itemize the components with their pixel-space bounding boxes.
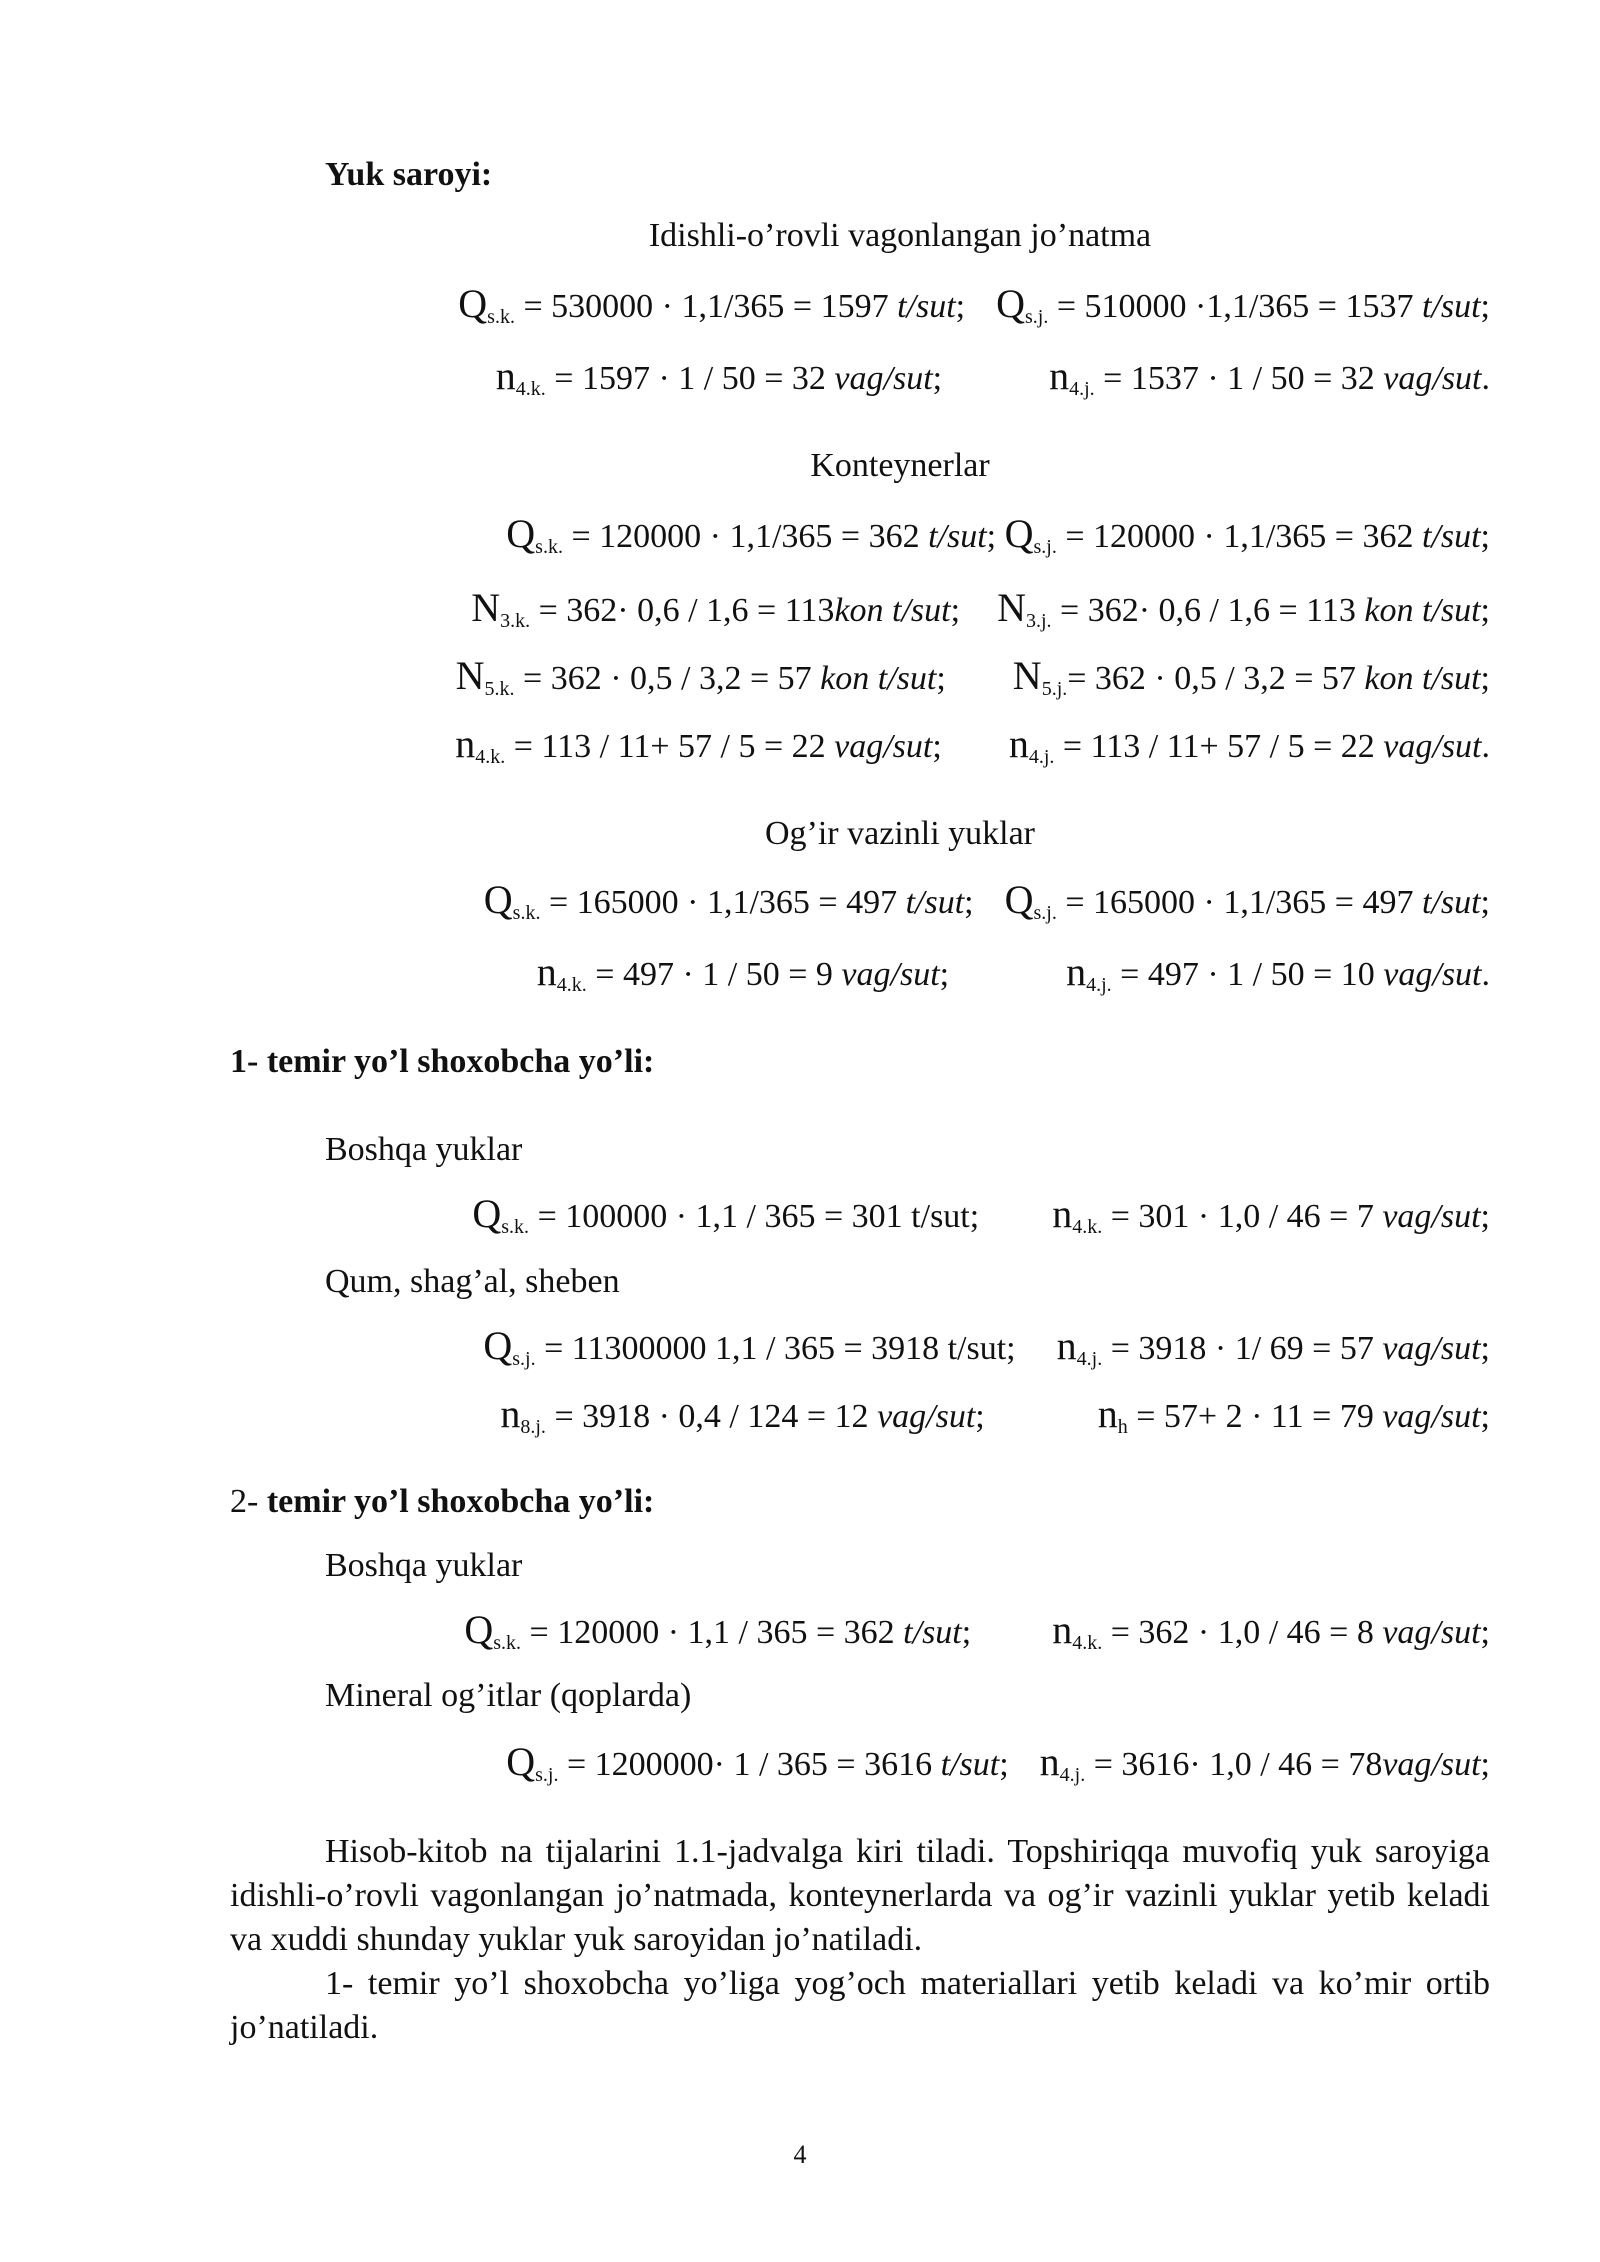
paragraph-1: Hisob-kitob na tijalarini 1.1-jadvalga kiri tiladi. Topshiriqqa muvofiq yuk saroyiga idishli-o’rovli vagonlangan jo’natmada, konteynerlarda va og’ir vazinli yuklar yetib keladi va xuddi shunday yuklar yuk saroyidan jo’natiladi. bbox=[230, 1833, 1490, 1958]
section-heading-shoxobcha-2 bbox=[230, 1482, 1490, 1522]
formula-line-10: $Q_{s.j.} = 11300000$ 1,1 / 365 = 3918 t/sut; $n_{4.j.} = 3918 \cdot 1/$ 69 = 57 vag/sut; bbox=[483, 1323, 1490, 1370]
subheading-boshqa-yuklar-2: Boshqa yuklar bbox=[325, 1547, 523, 1584]
page-number: 4 bbox=[793, 2140, 807, 2169]
section-heading-yuk-saroyi: Yuk saroyi: bbox=[325, 156, 493, 193]
formula-line-4: $N_{3.k.} = 362\cdot 0,6 / 1,6 = 113kon$ t/sut; $N_{3.j.} = 362\cdot 0,6 / 1,6 = 113$ kon t/sut; bbox=[471, 585, 1490, 632]
formula-line-9: $Q_{s.k.} = 100000 \cdot 1,1 / 365 = 301$ t/sut; $n_{4.k.} = 301 \cdot 1,0 / 46 = 7$ vag/sut; bbox=[472, 1191, 1490, 1238]
section-heading-shoxobcha-1: 1- temir yo’l shoxobcha yo’li: bbox=[230, 1043, 655, 1080]
subheading-boshqa-yuklar-1: Boshqa yuklar bbox=[325, 1131, 523, 1168]
formula-line-11: $n_{8.j.} = 3918 \cdot 0,4 / 124 = 12$ vag/sut; $n_h = 57+ 2 \cdot 11 = 79$ vag/sut; bbox=[500, 1391, 1490, 1438]
paragraph-2: 1- temir yo’l shoxobcha yo’liga yog’och materiallari yetib keladi va ko’mir ortib jo’natiladi. bbox=[230, 1965, 1490, 2046]
subheading-ogir-vazinli: Og’ir vazinli yuklar bbox=[764, 815, 1036, 852]
formula-line-13: $Q_{s.j.} = 1200000\cdot 1 / 365 = 3616$ t/sut; $n_{4.j.} = 3616\cdot 1,0 / 46 = 78vag/sut$; bbox=[506, 1739, 1490, 1786]
subheading-qum-shagal: Qum, shag’al, sheben bbox=[325, 1263, 620, 1300]
formula-line-3: $Q_{s.k.} = 120000 \cdot 1,1/365 = 362$ t/sut; $Q_{s.j.} = 120000 \cdot 1,1/365 = 362$ t/sut; bbox=[506, 511, 1490, 558]
subheading-konteynerlar: Konteynerlar bbox=[810, 447, 990, 484]
subheading-mineral: Mineral og’itlar (qoplarda) bbox=[325, 1677, 692, 1714]
formula-line-7: $Q_{s.k.} = 165000 \cdot 1,1/365 = 497$ t/sut; $Q_{s.j.} = 165000 \cdot 1,1/365 = 497$ t/sut; bbox=[483, 877, 1490, 924]
formula-line-6: $n_{4.k.} = 113 / 11+ 57 / 5 = 22$ vag/sut; $n_{4.j.} = 113 / 11+ 57 / 5 = 22$ vag/sut. bbox=[455, 721, 1490, 768]
formula-line-5: $N_{5.k.} = 362 \cdot 0,5 / 3,2 = 57$ kon t/sut; $N_{5.j.}= 362 \cdot 0,5 / 3,2 = 57$ kon t/sut; bbox=[455, 653, 1490, 700]
formula-line-12: $Q_{s.k.} = 120000 \cdot 1,1 / 365 = 362$ t/sut; $n_{4.k.} = 362 \cdot 1,0 / 46 = 8$ vag/sut; bbox=[464, 1607, 1490, 1654]
formula-line-1: $Q_{s.k.} = 530000 \cdot 1,1/365 = 1597$ t/sut; $Q_{s.j.} = 510000 \cdot 1,1/365 = 1537$ t/sut; bbox=[458, 281, 1490, 328]
subheading-idishli: Idishli-o’rovli vagonlangan jo’natma bbox=[648, 217, 1152, 254]
section-title: temir yo’l shoxobcha yo’li: bbox=[266, 1483, 655, 1520]
formula-line-8: $n_{4.k.} = 497 \cdot 1 / 50 = 9$ vag/sut; $n_{4.j.} = 497 \cdot 1 / 50 = 10$ vag/sut. bbox=[536, 949, 1490, 996]
section-number: 2- bbox=[230, 1483, 267, 1520]
formula-line-2: $n_{4.k.} = 1597 \cdot 1 / 50 = 32$ vag/sut; $n_{4.j.} = 1537 \cdot 1 / 50 = 32$ vag/sut. bbox=[495, 353, 1490, 400]
